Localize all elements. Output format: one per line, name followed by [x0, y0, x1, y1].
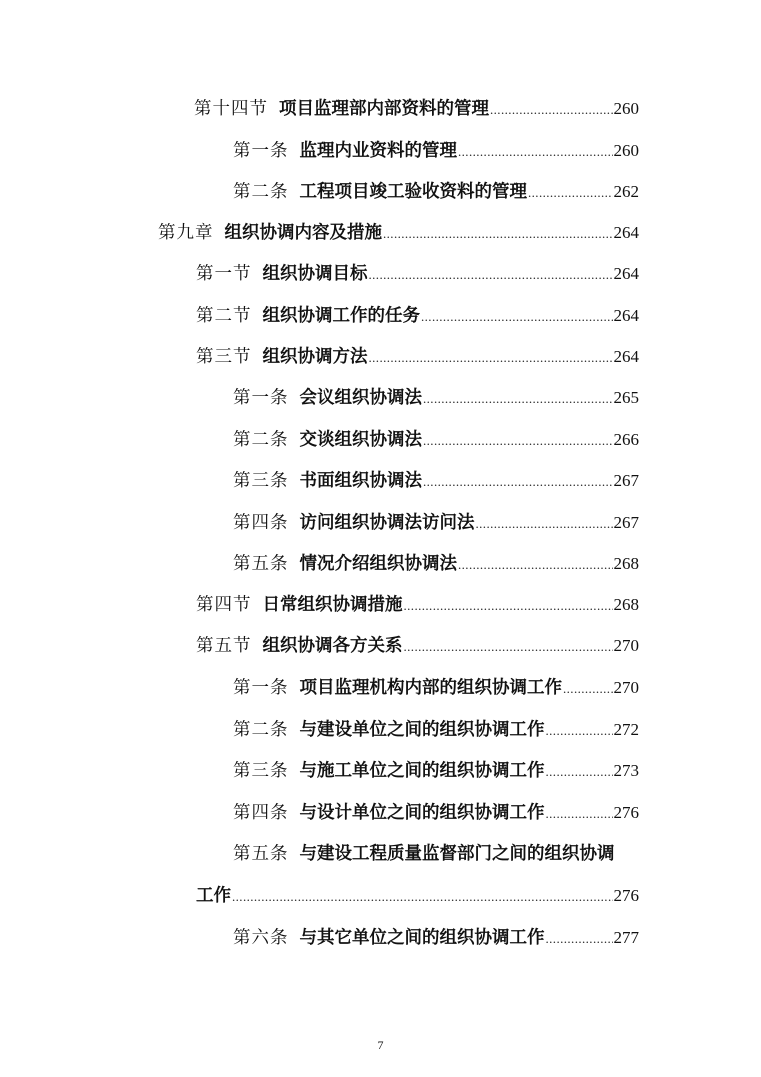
- toc-leader: [404, 594, 613, 618]
- toc-entry-wrapped-second-line: [196, 884, 639, 909]
- toc-entry: [233, 386, 639, 411]
- toc-title: 组织协调内容及措施: [224, 223, 382, 243]
- toc-number: 第三节: [196, 347, 252, 367]
- toc-entry-wrapped-first-line: [233, 842, 615, 866]
- toc-entry: [233, 718, 639, 743]
- toc-leader: [476, 512, 613, 536]
- toc-number: 第二条: [233, 182, 289, 202]
- toc-entry: [233, 428, 639, 453]
- toc-title: 项目监理机构内部的组织协调工作: [299, 678, 562, 698]
- toc-page: 268: [613, 554, 639, 573]
- toc-page: 264: [613, 306, 639, 325]
- toc-entry: [233, 676, 639, 701]
- toc-title: 日常组织协调措施: [262, 595, 403, 615]
- toc-entry: [233, 759, 639, 784]
- toc-title: 访问组织协调法访问法: [299, 513, 475, 533]
- toc-page: 268: [613, 595, 639, 614]
- toc-entry: [196, 304, 639, 329]
- toc-title: 与建设工程质量监督部门之间的组织协调: [299, 844, 615, 864]
- toc-leader: [232, 885, 613, 909]
- toc-title: 交谈组织协调法: [299, 430, 422, 450]
- toc-title: 书面组织协调法: [299, 471, 422, 491]
- toc-page: 276: [613, 803, 639, 822]
- toc-entry: [196, 345, 639, 370]
- toc-entry: [233, 552, 639, 577]
- toc-title: 项目监理部内部资料的管理: [279, 99, 489, 119]
- toc-page: 266: [613, 430, 639, 449]
- toc-page: 270: [613, 678, 639, 697]
- toc-title: 与施工单位之间的组织协调工作: [299, 761, 545, 781]
- toc-entry: [196, 593, 639, 618]
- toc-title: 监理内业资料的管理: [299, 141, 457, 161]
- toc-leader: [546, 719, 613, 743]
- toc-entry: [233, 139, 639, 164]
- toc-page: 277: [613, 928, 639, 947]
- toc-number: 第九章: [158, 223, 214, 243]
- toc-leader: [546, 802, 613, 826]
- toc-leader: [423, 429, 613, 453]
- toc-number: 第四条: [233, 803, 289, 823]
- toc-entry: [158, 221, 639, 246]
- toc-number: 第一条: [233, 141, 289, 161]
- toc-leader: [458, 140, 613, 164]
- toc-page: 260: [613, 99, 639, 118]
- toc-entry: [233, 801, 639, 826]
- toc-leader: [528, 181, 613, 205]
- toc-title: 工程项目竣工验收资料的管理: [299, 182, 527, 202]
- toc-title-continuation: 工作: [196, 886, 231, 906]
- toc-page: 267: [613, 513, 639, 532]
- toc-title: 组织协调工作的任务: [262, 306, 420, 326]
- toc-leader: [383, 222, 613, 246]
- toc-title: 组织协调目标: [262, 264, 368, 284]
- toc-title: 与设计单位之间的组织协调工作: [299, 803, 545, 823]
- toc-number: 第二条: [233, 430, 289, 450]
- toc-page: 264: [613, 223, 639, 242]
- toc-title: 情况介绍组织协调法: [299, 554, 457, 574]
- toc-leader: [369, 263, 613, 287]
- toc-number: 第五条: [233, 844, 289, 864]
- toc-leader: [458, 553, 613, 577]
- toc-number: 第一条: [233, 678, 289, 698]
- toc-entry: [194, 97, 639, 122]
- toc-page: 270: [613, 636, 639, 655]
- toc-number: 第二条: [233, 720, 289, 740]
- toc-number: 第五节: [196, 636, 252, 656]
- toc-page: 262: [613, 182, 639, 201]
- toc-number: 第一条: [233, 388, 289, 408]
- toc-page: 267: [613, 471, 639, 490]
- toc-entry: [196, 262, 639, 287]
- toc-entry: [233, 926, 639, 951]
- toc-leader: [563, 677, 613, 701]
- toc-number: 第四节: [196, 595, 252, 615]
- toc-page: 264: [613, 264, 639, 283]
- toc-leader: [404, 635, 613, 659]
- toc-title: 与建设单位之间的组织协调工作: [299, 720, 545, 740]
- toc-page: 272: [613, 720, 639, 739]
- toc-number: 第十四节: [194, 99, 268, 119]
- toc-number: 第五条: [233, 554, 289, 574]
- toc-number: 第六条: [233, 928, 289, 948]
- toc-entry: [233, 511, 639, 536]
- toc-leader: [421, 305, 613, 329]
- toc-leader: [490, 98, 613, 122]
- toc-leader: [423, 470, 613, 494]
- toc-title: 会议组织协调法: [299, 388, 422, 408]
- toc-entry: [233, 469, 639, 494]
- toc-leader: [423, 387, 613, 411]
- toc-title: 与其它单位之间的组织协调工作: [299, 928, 545, 948]
- toc-entry: [196, 634, 639, 659]
- toc-number: 第一节: [196, 264, 252, 284]
- toc-entry: [233, 180, 639, 205]
- page-number: 7: [377, 1038, 384, 1052]
- toc-leader: [546, 927, 613, 951]
- toc-page: 265: [613, 388, 639, 407]
- toc-page: 273: [613, 761, 639, 780]
- toc-page: 276: [613, 886, 639, 905]
- toc-number: 第二节: [196, 306, 252, 326]
- toc-number: 第四条: [233, 513, 289, 533]
- toc-title: 组织协调方法: [262, 347, 368, 367]
- toc-title: 组织协调各方关系: [262, 636, 403, 656]
- toc-page: 264: [613, 347, 639, 366]
- toc-page: 260: [613, 141, 639, 160]
- toc-number: 第三条: [233, 471, 289, 491]
- toc-leader: [546, 760, 613, 784]
- toc-number: 第三条: [233, 761, 289, 781]
- toc-leader: [369, 346, 613, 370]
